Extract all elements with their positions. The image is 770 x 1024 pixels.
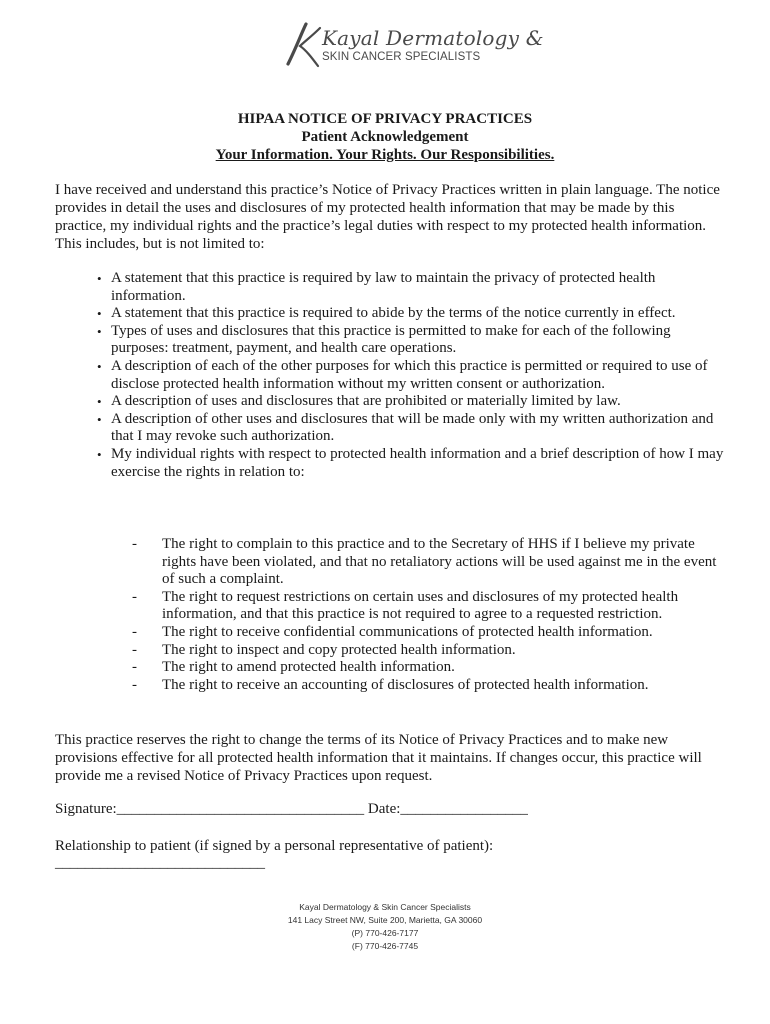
practice-logo [286, 20, 544, 70]
signature-label: Signature: [55, 801, 117, 817]
date-label: Date: [367, 801, 401, 817]
list-item: • A description of other uses and disclosures that will be made only with my written authorization and that I may revoke such authorization. [97, 411, 727, 446]
footer-fax: (F) 770-426-7745 [351, 941, 419, 951]
list-item: - The right to receive an accounting of disclosures of protected health information. [130, 677, 730, 695]
list-item: • A statement that this practice is required to abide by the terms of the notice currently in effect. [97, 305, 727, 323]
list-item: • A description of uses and disclosures that are prohibited or materially limited by law. [97, 393, 727, 411]
logo-line-2: SKIN CANCER SPECIALISTS [322, 51, 481, 63]
signature-field[interactable]: _________________________________ [116, 801, 365, 817]
relationship-field[interactable]: ____________________________ [55, 855, 265, 871]
list-item: • A statement that this practice is required by law to maintain the privacy of protected health information. [97, 270, 727, 305]
intro-paragraph: I have received and understand this practice’s Notice of Privacy Practices written in plain language. The notice provides in detail the uses and disclosures of my protected health information that may be made by this practice, my individual rights and the practice’s legal duties with respect to my protected health information. This includes, but is not limited to: [55, 182, 720, 252]
signature-row [55, 801, 528, 818]
list-item: - The right to receive confidential communications of protected health information. [130, 624, 730, 642]
footer-phone: (P) 770-426-7177 [351, 928, 419, 938]
list-item: - The right to amend protected health information. [130, 659, 730, 677]
list-item: • Types of uses and disclosures that this practice is permitted to make for each of the following purposes: treatment, payment, and health care operations. [97, 323, 727, 358]
document-tagline: Your Information. Your Rights. Our Responsibilities. [215, 147, 555, 163]
logo-line-1: Kayal Dermatology & [322, 26, 544, 50]
list-item: • My individual rights with respect to protected health information and a brief description of how I may exercise the rights in relation to: [97, 446, 727, 481]
closing-paragraph: This practice reserves the right to change the terms of its Notice of Privacy Practices and to make new provisions effective for all protected health information that it maintains. If changes occur, this practice will provide me a revised Notice of Privacy Practices upon request. [55, 732, 702, 784]
rights-list [130, 536, 730, 694]
list-item: • A description of each of the other purposes for which this practice is permitted or required to use of disclose protected health information without my written consent or authorization. [97, 358, 727, 393]
document-subtitle: Patient Acknowledgement [301, 129, 469, 145]
list-item: - The right to inspect and copy protected health information. [130, 642, 730, 660]
footer-practice-name: Kayal Dermatology & Skin Cancer Specialists [299, 902, 471, 912]
date-field[interactable]: _________________ [400, 801, 528, 817]
footer-address: 141 Lacy Street NW, Suite 200, Marietta, GA 30060 [287, 915, 483, 925]
list-item: - The right to request restrictions on certain uses and disclosures of my protected health information, and that this practice is not required to agree to a requested restriction. [130, 589, 730, 624]
logo-k-mark-icon [286, 20, 326, 70]
list-item: - The right to complain to this practice and to the Secretary of HHS if I believe my private rights have been violated, and that no retaliatory actions will be used against me in the event of such a complaint. [130, 536, 730, 589]
document-title: HIPAA NOTICE OF PRIVACY PRACTICES [237, 111, 533, 127]
relationship-label: Relationship to patient (if signed by a personal representative of patient): [55, 838, 494, 854]
bullet-list [97, 270, 727, 481]
